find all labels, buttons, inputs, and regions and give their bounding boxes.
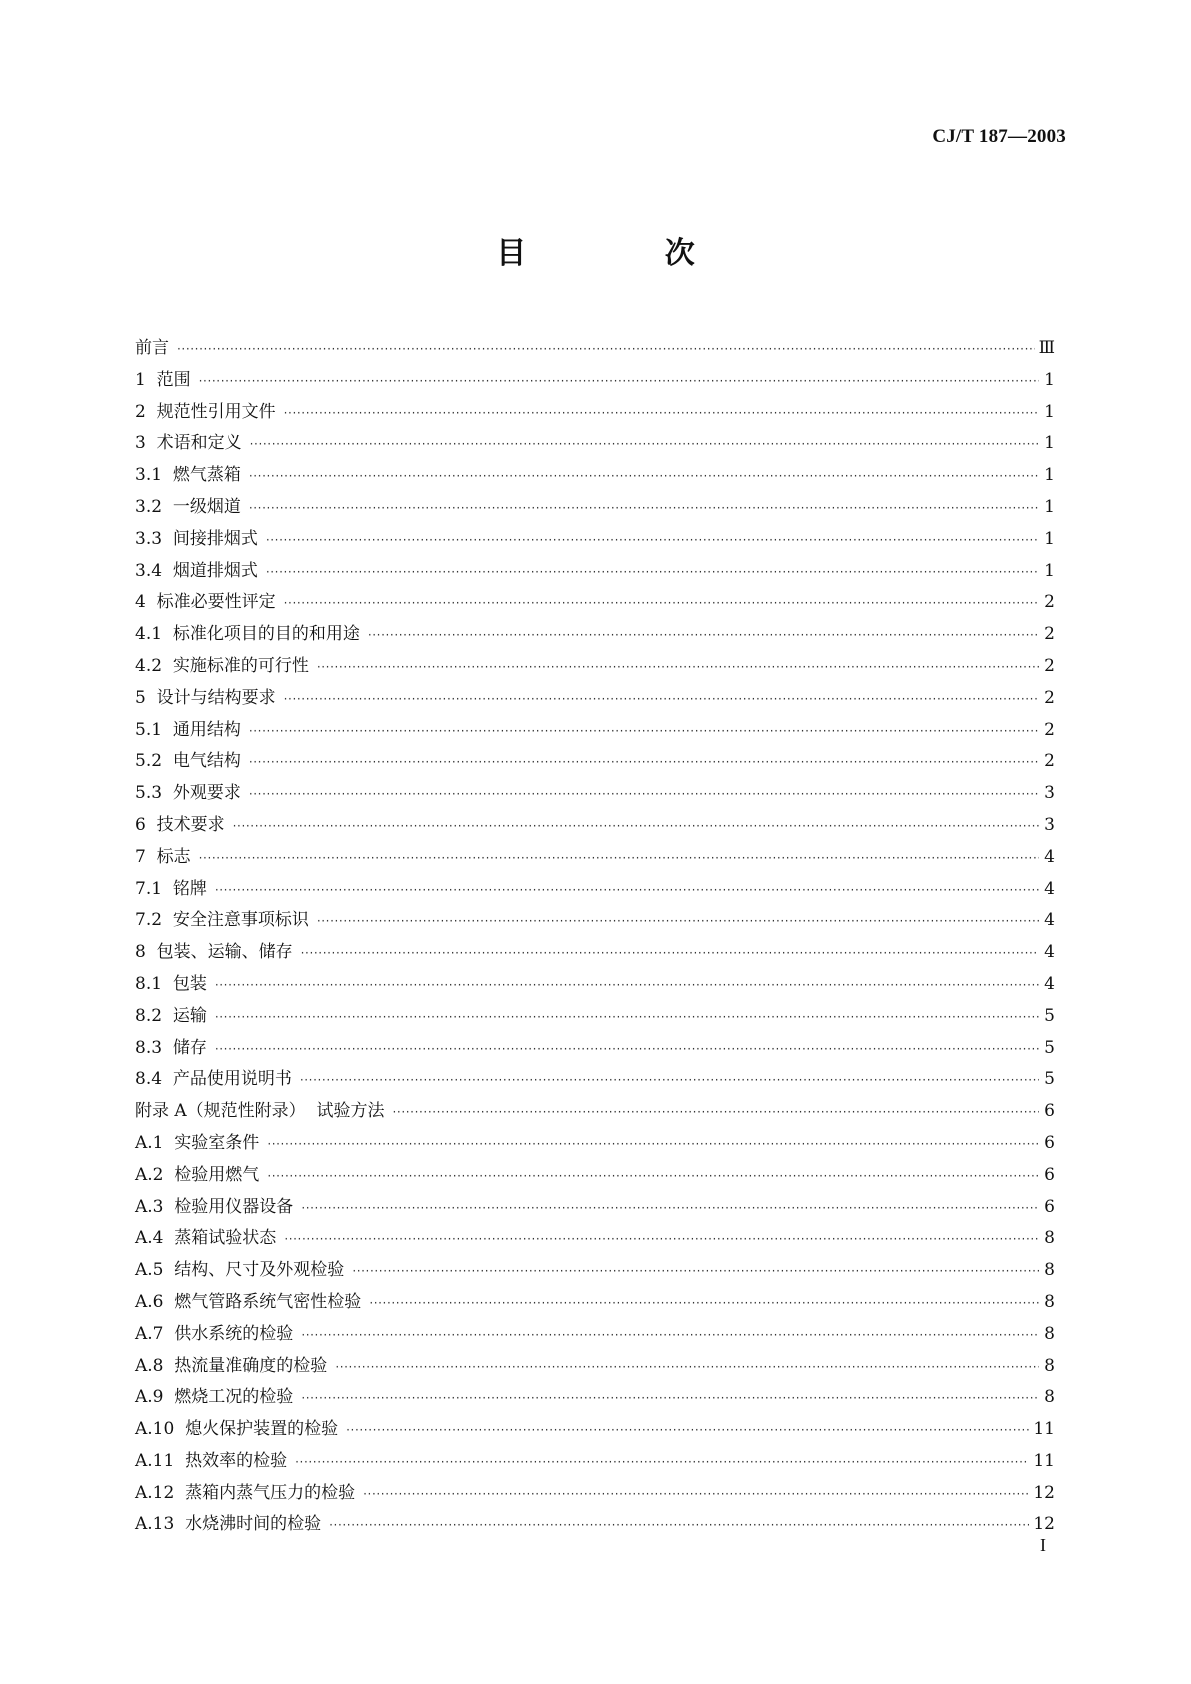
toc-entry[interactable] xyxy=(135,715,1055,747)
toc-entry-label: 7.1 铭牌 xyxy=(135,878,207,899)
leader-dots xyxy=(199,366,1039,398)
toc-entry-page: 6 xyxy=(1044,1132,1055,1153)
toc-entry[interactable] xyxy=(135,460,1055,492)
toc-entry[interactable] xyxy=(135,810,1055,842)
toc-entry-label: 4 标准必要性评定 xyxy=(135,592,276,613)
toc-entry-label: 8.4 产品使用说明书 xyxy=(135,1069,292,1090)
toc-entry[interactable] xyxy=(135,1033,1055,1065)
toc-entry-label: 5.1 通用结构 xyxy=(135,719,241,740)
toc-entry-label: A.1 实验室条件 xyxy=(135,1132,260,1153)
toc-entry[interactable] xyxy=(135,1192,1055,1224)
toc-entry-page: 11 xyxy=(1033,1419,1055,1440)
leader-dots xyxy=(300,1065,1039,1097)
toc-entry-page: 6 xyxy=(1044,1196,1055,1217)
table-of-contents xyxy=(135,333,1055,1541)
toc-entry[interactable] xyxy=(135,365,1055,397)
leader-dots xyxy=(284,398,1039,430)
toc-entry[interactable] xyxy=(135,1128,1055,1160)
toc-entry-page: 4 xyxy=(1044,973,1055,994)
toc-entry-label: A.10 熄火保护装置的检验 xyxy=(135,1419,339,1440)
toc-entry-page: 8 xyxy=(1044,1291,1055,1312)
toc-entry[interactable] xyxy=(135,1287,1055,1319)
toc-entry-label: 8.3 储存 xyxy=(135,1037,207,1058)
leader-dots xyxy=(317,652,1039,684)
toc-entry-label: 3.3 间接排烟式 xyxy=(135,528,258,549)
leader-dots xyxy=(329,1510,1029,1542)
toc-entry-label: A.5 结构、尺寸及外观检验 xyxy=(135,1260,345,1281)
toc-entry-page: 1 xyxy=(1044,465,1055,486)
leader-dots xyxy=(352,1256,1039,1288)
toc-entry-label: 4.1 标准化项目的目的和用途 xyxy=(135,624,360,645)
leader-dots xyxy=(369,1288,1039,1320)
leader-dots xyxy=(295,1447,1029,1479)
toc-entry-page: 11 xyxy=(1033,1450,1055,1471)
toc-entry-label: 5.2 电气结构 xyxy=(135,751,241,772)
leader-dots xyxy=(199,843,1039,875)
toc-entry-label: 3.4 烟道排烟式 xyxy=(135,560,258,581)
toc-entry-page: 4 xyxy=(1044,910,1055,931)
toc-entry-page: 4 xyxy=(1044,878,1055,899)
toc-entry-label: 4.2 实施标准的可行性 xyxy=(135,655,309,676)
toc-entry-page: 4 xyxy=(1044,942,1055,963)
leader-dots xyxy=(249,779,1039,811)
toc-entry-label: 3.2 一级烟道 xyxy=(135,496,241,517)
toc-entry[interactable] xyxy=(135,778,1055,810)
leader-dots xyxy=(368,620,1039,652)
leader-dots xyxy=(266,525,1039,557)
toc-entry[interactable] xyxy=(135,1351,1055,1383)
toc-entry-label: 6 技术要求 xyxy=(135,814,225,835)
toc-entry-page: 2 xyxy=(1044,592,1055,613)
toc-entry-label: A.8 热流量准确度的检验 xyxy=(135,1355,328,1376)
toc-entry-page: 2 xyxy=(1044,655,1055,676)
leader-dots xyxy=(177,334,1035,366)
toc-entry-page: 6 xyxy=(1044,1164,1055,1185)
toc-entry-label: A.9 燃烧工况的检验 xyxy=(135,1387,294,1408)
toc-entry[interactable] xyxy=(135,524,1055,556)
leader-dots xyxy=(284,1224,1039,1256)
leader-dots xyxy=(301,1320,1039,1352)
toc-entry-page: 3 xyxy=(1044,814,1055,835)
toc-entry-label: 8.2 运输 xyxy=(135,1005,207,1026)
toc-entry-page: 1 xyxy=(1044,401,1055,422)
leader-dots xyxy=(215,1034,1039,1066)
leader-dots xyxy=(215,1002,1039,1034)
toc-entry[interactable] xyxy=(135,492,1055,524)
toc-entry[interactable] xyxy=(135,651,1055,683)
toc-entry[interactable] xyxy=(135,1255,1055,1287)
toc-entry-page: 1 xyxy=(1044,496,1055,517)
leader-dots xyxy=(284,684,1039,716)
toc-entry-page: 8 xyxy=(1044,1228,1055,1249)
page-number: I xyxy=(1040,1535,1046,1555)
leader-dots xyxy=(363,1479,1029,1511)
leader-dots xyxy=(215,970,1039,1002)
toc-entry-label: 3.1 燃气蒸箱 xyxy=(135,465,241,486)
toc-entry[interactable] xyxy=(135,1414,1055,1446)
leader-dots xyxy=(249,747,1039,779)
leader-dots xyxy=(301,1193,1039,1225)
toc-entry[interactable] xyxy=(135,1064,1055,1096)
toc-entry[interactable] xyxy=(135,1223,1055,1255)
toc-entry-page: 12 xyxy=(1033,1482,1055,1503)
leader-dots xyxy=(249,461,1039,493)
toc-entry-label: 附录 A（规范性附录） 试验方法 xyxy=(135,1101,385,1122)
toc-entry[interactable] xyxy=(135,1319,1055,1351)
toc-entry[interactable] xyxy=(135,842,1055,874)
toc-entry-page: 1 xyxy=(1044,433,1055,454)
toc-entry[interactable] xyxy=(135,556,1055,588)
toc-entry[interactable] xyxy=(135,1160,1055,1192)
toc-entry-page: 2 xyxy=(1044,719,1055,740)
toc-entry-label: A.7 供水系统的检验 xyxy=(135,1323,294,1344)
toc-entry[interactable] xyxy=(135,969,1055,1001)
toc-entry[interactable] xyxy=(135,587,1055,619)
toc-entry-label: 8.1 包装 xyxy=(135,973,207,994)
toc-entry[interactable] xyxy=(135,333,1055,365)
toc-entry-label: A.13 水烧沸时间的检验 xyxy=(135,1514,322,1535)
toc-entry-label: 2 规范性引用文件 xyxy=(135,401,276,422)
leader-dots xyxy=(267,1129,1039,1161)
toc-entry[interactable] xyxy=(135,1509,1055,1541)
toc-entry-page: 8 xyxy=(1044,1355,1055,1376)
leader-dots xyxy=(250,429,1039,461)
toc-entry[interactable] xyxy=(135,683,1055,715)
toc-entry-page: 8 xyxy=(1044,1323,1055,1344)
toc-entry[interactable] xyxy=(135,1096,1055,1128)
leader-dots xyxy=(346,1415,1029,1447)
leader-dots xyxy=(393,1097,1040,1129)
toc-entry[interactable] xyxy=(135,397,1055,429)
toc-entry-page: 5 xyxy=(1044,1005,1055,1026)
toc-entry[interactable] xyxy=(135,1446,1055,1478)
toc-entry-page: 1 xyxy=(1044,369,1055,390)
toc-entry-label: 3 术语和定义 xyxy=(135,433,242,454)
leader-dots xyxy=(301,938,1039,970)
leader-dots xyxy=(249,493,1039,525)
leader-dots xyxy=(215,875,1039,907)
leader-dots xyxy=(249,716,1039,748)
toc-entry-page: 2 xyxy=(1044,624,1055,645)
toc-entry-page: Ⅲ xyxy=(1038,338,1055,358)
toc-entry-page: 6 xyxy=(1044,1101,1055,1122)
toc-entry-label: 前言 xyxy=(135,338,169,358)
toc-entry-label: 5 设计与结构要求 xyxy=(135,687,276,708)
toc-entry-page: 3 xyxy=(1044,783,1055,804)
leader-dots xyxy=(267,1161,1039,1193)
toc-entry-label: A.11 热效率的检验 xyxy=(135,1450,288,1471)
toc-entry-label: A.3 检验用仪器设备 xyxy=(135,1196,294,1217)
toc-entry-label: A.6 燃气管路系统气密性检验 xyxy=(135,1291,362,1312)
standard-code: CJ/T 187—2003 xyxy=(932,126,1066,147)
page-title: 目 次 xyxy=(496,236,759,271)
toc-entry-page: 2 xyxy=(1044,751,1055,772)
toc-entry[interactable] xyxy=(135,746,1055,778)
toc-entry[interactable] xyxy=(135,874,1055,906)
toc-entry[interactable] xyxy=(135,1001,1055,1033)
toc-entry[interactable] xyxy=(135,905,1055,937)
leader-dots xyxy=(233,811,1039,843)
toc-entry-label: 1 范围 xyxy=(135,369,191,390)
toc-entry-page: 12 xyxy=(1033,1514,1055,1535)
leader-dots xyxy=(317,906,1039,938)
toc-entry[interactable] xyxy=(135,937,1055,969)
leader-dots xyxy=(335,1352,1039,1384)
toc-entry-label: 5.3 外观要求 xyxy=(135,783,241,804)
toc-entry-label: A.4 蒸箱试验状态 xyxy=(135,1228,277,1249)
toc-entry[interactable] xyxy=(135,428,1055,460)
toc-entry-label: 8 包装、运输、储存 xyxy=(135,942,293,963)
toc-entry-page: 2 xyxy=(1044,687,1055,708)
toc-entry-page: 1 xyxy=(1044,528,1055,549)
leader-dots xyxy=(301,1383,1039,1415)
toc-entry-label: 7 标志 xyxy=(135,846,191,867)
toc-entry-page: 4 xyxy=(1044,846,1055,867)
leader-dots xyxy=(284,588,1039,620)
toc-entry-label: A.12 蒸箱内蒸气压力的检验 xyxy=(135,1482,356,1503)
toc-entry-label: 7.2 安全注意事项标识 xyxy=(135,910,309,931)
toc-entry[interactable] xyxy=(135,1478,1055,1510)
toc-entry-page: 8 xyxy=(1044,1260,1055,1281)
toc-entry-page: 5 xyxy=(1044,1037,1055,1058)
toc-entry[interactable] xyxy=(135,619,1055,651)
toc-entry-page: 1 xyxy=(1044,560,1055,581)
toc-entry-page: 5 xyxy=(1044,1069,1055,1090)
leader-dots xyxy=(266,557,1039,589)
toc-entry[interactable] xyxy=(135,1382,1055,1414)
toc-entry-page: 8 xyxy=(1044,1387,1055,1408)
toc-entry-label: A.2 检验用燃气 xyxy=(135,1164,260,1185)
